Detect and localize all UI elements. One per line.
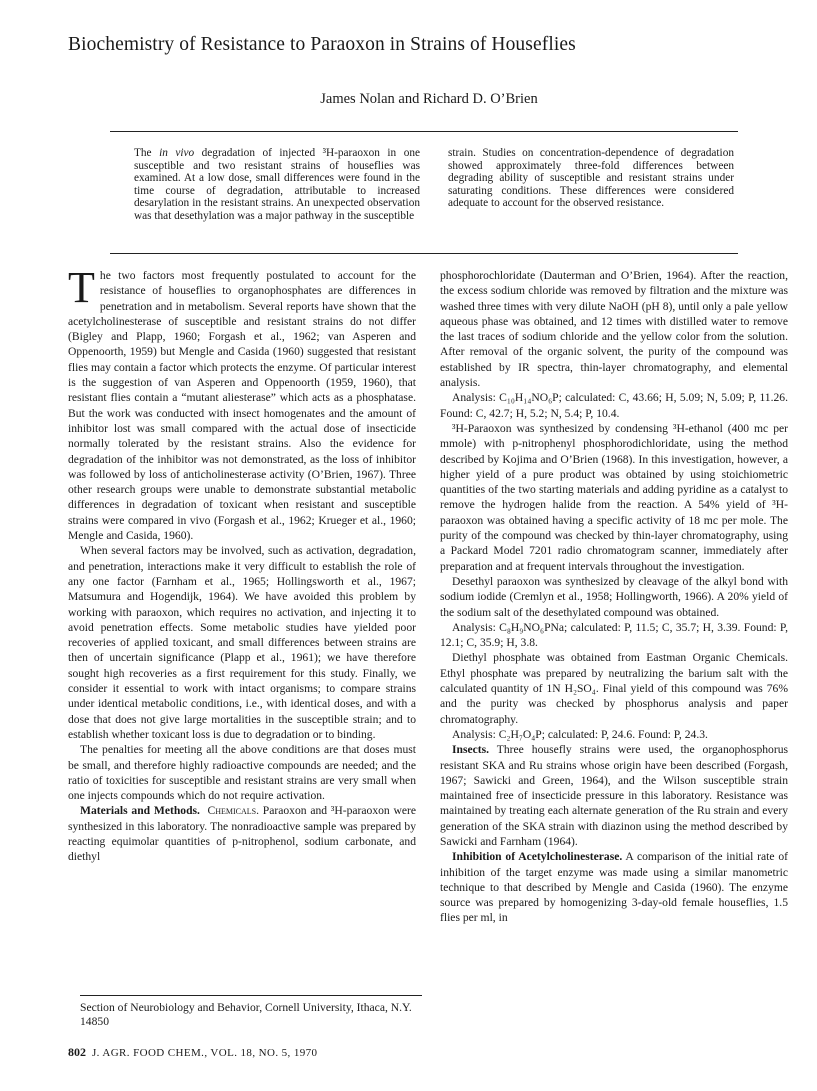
section-heading: Inhibition of Acetylcholinesterase. <box>452 850 623 864</box>
paragraph-text: Three housefly strains were used, the organophosphorus resistant SKA and Ru strains whose origin have been described (Forgash, 1967; Sawicki and Green, 1964), and the Wilson susceptible strain maintained free of insecticide pressure in this laboratory. Resistance was maintained by treating each alternate generation of the Ru strain and every generation of the SKA strain with diazinon using the method described by Sawicki and Farnham (1964). <box>440 743 788 848</box>
abstract-left-column <box>134 147 420 223</box>
journal-citation: J. AGR. FOOD CHEM., VOL. 18, NO. 5, 1970 <box>92 1047 318 1059</box>
page-number: 802 <box>68 1045 86 1059</box>
abstract-text: degradation of injected ³H-paraoxon in one susceptible and two resistant strains of houseflies was examined. At a low dose, small differences were found in the time course of degradation, attributable to increased desarylation in the resistant strains. An unexpected observation was that desethylation was a major pathway in the susceptible <box>134 147 421 222</box>
body-left-column <box>68 263 417 926</box>
footnote: Section of Neurobiology and Behavior, Cornell University, Ithaca, N.Y. 14850 <box>80 1001 412 1028</box>
body-text <box>68 263 788 926</box>
paragraph-text: A comparison of the initial rate of inhibition of the target enzyme was made using a similar manometric technique to that described by Mengle and Casida (1960). The enzyme source was prepared by homogenizing 3-day-old female houseflies, 1.5 flies per ml, in <box>440 850 788 925</box>
paragraph-text: he two factors most frequently postulated to account for the resistance of houseflies to organophosphates are differences in penetration and in metabolism. Several reports have shown that the acetylcholinesterase of susceptible and resistant strains do not differ (Bigley and Plapp, 1960; Forgash et al., 1962; van Asperen and Oppenoorth, 1959) but Mengle and Casida (1960) suggested that resistant flies may contain a factor which protects the enzyme. Of particular interest is the suggestion of van Asperen and Oppenoorth (1959, 1960), that resistant flies contain a “mutant aliesterase” which acts as a phosphatase. But the work was conducted with insect homogenates and the amount of inhibitor lost was small compared with the actual dose of insecticide normally tolerated by the resistant strains. Also the evidence for degradation of the inhibitor was not demonstrated, as the loss of inhibitor was followed by loss of anticholinesterase activity (O’Brien, 1967). Three other research groups were unable to demonstrate substantial metabolic differences in degradation of toxicant when resistant and susceptible strains were compared in vivo (Forgash et al., 1962; Krueger et al., 1960; Mengle and Casida, 1960). <box>68 269 416 543</box>
paragraph: Analysis: C₂H₇O₄P; calculated: P, 24.6. Found: P, 24.3. <box>452 727 708 741</box>
paragraph: The penalties for meeting all the above conditions are that doses must be small, and therefore highly radioactive compounds are needed; and the ratio of toxicities for susceptible and resistant strains are very small when one injects compounds which do not require activation. <box>68 743 416 803</box>
paper-title: Biochemistry of Resistance to Paraoxon in Strains of Houseflies <box>68 34 576 55</box>
bottom-rule <box>110 253 738 254</box>
paragraph: ³H-Paraoxon was synthesized by condensing ³H-ethanol (400 mc per mmole) with p-nitrophenyl phosphorodichloridate, using the method described by Kojima and O’Brien (1968). In this investigation, however, a higher yield of a pure product was obtained by using stoichiometric quantities of the two starting materials and adding pyridine as a catalyst to remove the hydrogen halide from the reaction. A 54% yield of ³H-paraoxon was obtained having a specific activity of 18 mc per mole. The purity of the compound was checked by thin-layer chromatography, using a Packard Model 7201 radio chromatogram scanner, immediately after preparation and at frequent intervals throughout the investigation. <box>440 421 788 573</box>
paragraph <box>440 742 788 849</box>
paragraph <box>440 849 788 925</box>
body-right-column <box>440 268 788 926</box>
authors: James Nolan and Richard D. O’Brien <box>320 91 538 107</box>
top-rule <box>110 131 738 132</box>
subsection-heading: Chemicals. <box>207 804 260 818</box>
footnote-rule <box>80 995 422 996</box>
paragraph: When several factors may be involved, such as activation, degradation, and penetration, interactions make it very difficult to establish the role of any one factor (Farnham et al., 1965; Hollingsworth et al., 1967; Matsumura and Hogendijk, 1964). We have avoided this problem by working with paraoxon, which requires no activation, and injecting it to avoid penetration effects. Some metabolic studies have yielded poor recoveries of applied toxicant, and small differences between strains are then of uncertain significance (Plapp et al., 1961); we have therefore sought high recoveries as a first requirement for this study. Finally, we consider it essential to work with intact organisms; to compare strains under identical metabolic conditions, i.e., with identical doses, and with a dose that does not give large mortalities in the susceptible strain; and to establish whether toxicant loss is due to degradation or to binding. <box>68 544 416 741</box>
drop-cap: T <box>68 263 95 312</box>
paragraph <box>68 803 416 864</box>
abstract <box>134 147 734 223</box>
paragraph <box>68 263 416 543</box>
abstract-right-column: strain. Studies on concentration-dependence of degradation showed approximately three-fold differences between degrading ability of susceptible and resistant strains under saturating conditions. These differences were considered adequate to account for the observed resistance. <box>448 147 734 210</box>
section-heading: Insects. <box>452 743 490 757</box>
section-heading: Materials and Methods. <box>80 804 200 818</box>
page-footer <box>68 1045 317 1060</box>
paragraph: Analysis: C₁₀H₁₄NO₆P; calculated: C, 43.66; H, 5.09; N, 5.09; P, 11.26. Found: C, 42.7; H, 5.2; N, 5.4; P, 10.4. <box>440 391 788 420</box>
paragraph: Diethyl phosphate was obtained from Eastman Organic Chemicals. Ethyl phosphate was prepared by neutralizing the barium salt with the calculated quantity of 1N H₂SO₄. Final yield of this compound was 76% and the purity was checked by phosphorus analysis and paper chromatography. <box>440 651 788 726</box>
paragraph: Desethyl paraoxon was synthesized by cleavage of the alkyl bond with sodium iodide (Cremlyn et al., 1958; Hollingworth, 1966). A 20% yield of the sodium salt of the desethylated compound was obtained. <box>440 574 788 619</box>
paragraph: phosphorochloridate (Dauterman and O’Brien, 1964). After the reaction, the excess sodium chloride was removed by filtration and the mixture was washed three times with very dilute NaOH (pH 8), until only a pale yellow aqueous phase was obtained, and 12 times with distilled water to remove the last traces of sodium chloride and the yellow color from the solution. After removal of the organic solvent, the purity of the compound was established by IR spectra, thin-layer chromatography, and elemental analysis. <box>440 269 788 390</box>
paragraph: Analysis: C₈H₉NO₆PNa; calculated: P, 11.5; C, 35.7; H, 3.39. Found: P, 12.1; C, 35.9; H, 3.8. <box>440 620 788 650</box>
abstract-italic: in vivo <box>159 147 195 159</box>
paragraph-text: Paraoxon and ³H-paraoxon were synthesized in this laboratory. The nonradioactive sample was prepared by reacting equimolar quantities of p-nitrophenol, sodium carbonate, and diethyl <box>68 804 417 864</box>
abstract-text: The <box>134 147 160 159</box>
